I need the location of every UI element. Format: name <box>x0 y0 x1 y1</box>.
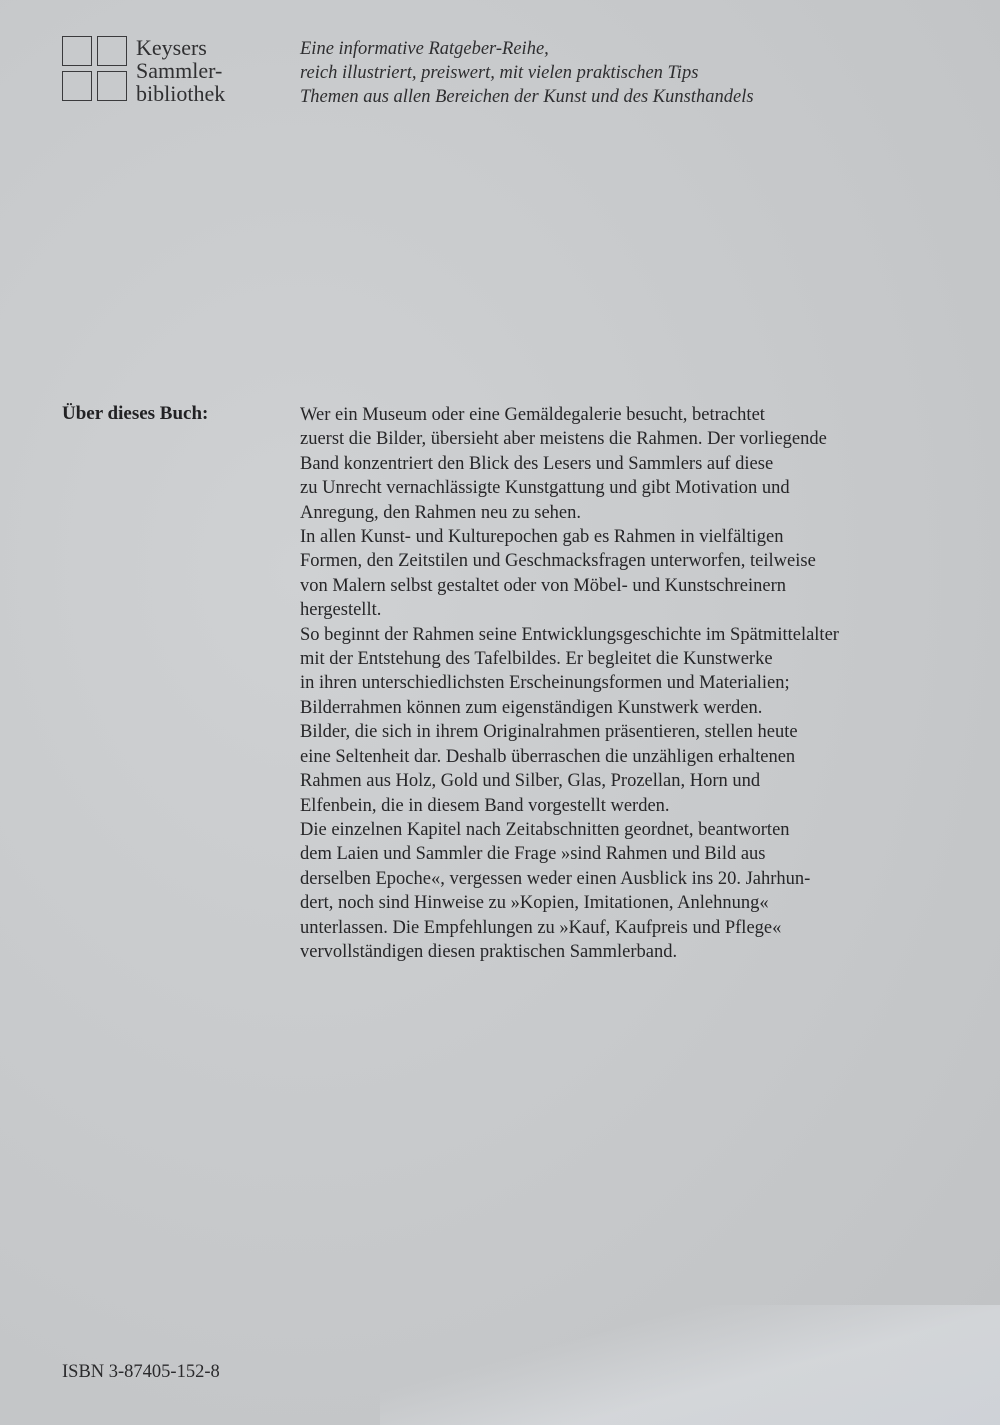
tagline-line: reich illustriert, preiswert, mit vielen praktischen Tips <box>300 63 699 83</box>
publisher-logo <box>62 36 262 108</box>
section-heading: Über dieses Buch: <box>62 403 209 424</box>
description-line: Anregung, den Rahmen neu zu sehen. <box>300 502 582 523</box>
logo-square-top-right <box>97 36 127 66</box>
description-line: dem Laien und Sammler die Frage »sind Rahmen und Bild aus <box>300 844 766 865</box>
description-line: Rahmen aus Holz, Gold und Silber, Glas, Prozellan, Horn und <box>300 771 761 792</box>
description-line: Bilder, die sich in ihrem Originalrahmen präsentieren, stellen heute <box>300 722 798 743</box>
description-line: derselben Epoche«, vergessen weder einen Ausblick ins 20. Jahrhun- <box>300 868 811 889</box>
description-line: zu Unrecht vernachlässigte Kunstgattung und gibt Motivation und <box>300 478 790 499</box>
logo-square-bottom-right <box>97 71 127 101</box>
description-line: zuerst die Bilder, übersieht aber meistens die Rahmen. Der vorliegende <box>300 429 827 450</box>
logo-square-bottom-left <box>62 71 92 101</box>
logo-line: Keysers <box>136 35 207 60</box>
tagline-line: Themen aus allen Bereichen der Kunst und des Kunsthandels <box>300 87 754 107</box>
isbn-number: ISBN 3-87405-152-8 <box>62 1362 220 1382</box>
description-line: Formen, den Zeitstilen und Geschmacksfragen unterworfen, teilweise <box>300 551 816 572</box>
description-line: Die einzelnen Kapitel nach Zeitabschnitten geordnet, beantworten <box>300 819 790 840</box>
description-line: von Malern selbst gestaltet oder von Möbel- und Kunstschreinern <box>300 575 787 596</box>
description-line: in ihren unterschiedlichsten Erscheinungsformen und Materialien; <box>300 673 790 694</box>
tagline-line: Eine informative Ratgeber-Reihe, <box>300 39 549 59</box>
description-line: Band konzentriert den Blick des Lesers und Sammlers auf diese <box>300 453 774 474</box>
logo-wordmark <box>136 36 225 105</box>
book-description <box>300 403 960 964</box>
plastic-wrap-overlay <box>380 1305 1000 1425</box>
description-line: unterlassen. Die Empfehlungen zu »Kauf, Kaufpreis und Pflege« <box>300 917 782 938</box>
description-line: So beginnt der Rahmen seine Entwicklungsgeschichte im Spätmittelalter <box>300 624 839 645</box>
description-line: hergestellt. <box>300 600 382 621</box>
logo-grid-icon <box>62 36 130 104</box>
logo-square-top-left <box>62 36 92 66</box>
description-line: Wer ein Museum oder eine Gemäldegalerie besucht, betrachtet <box>300 405 765 425</box>
logo-line: Sammler- <box>136 58 223 83</box>
description-line: eine Seltenheit dar. Deshalb überraschen die unzähligen erhaltenen <box>300 746 796 767</box>
description-line: mit der Entstehung des Tafelbildes. Er begleitet die Kunstwerke <box>300 649 773 670</box>
logo-line: bibliothek <box>136 81 226 106</box>
description-line: dert, noch sind Hinweise zu »Kopien, Imitationen, Anlehnung« <box>300 893 769 914</box>
description-line: Elfenbein, die in diesem Band vorgestellt werden. <box>300 795 670 816</box>
description-line: In allen Kunst- und Kulturepochen gab es Rahmen in vielfältigen <box>300 527 784 548</box>
description-line: vervollständigen diesen praktischen Sammlerband. <box>300 941 678 962</box>
description-line: Bilderrahmen können zum eigenständigen Kunstwerk werden. <box>300 697 763 718</box>
series-tagline <box>300 37 754 109</box>
